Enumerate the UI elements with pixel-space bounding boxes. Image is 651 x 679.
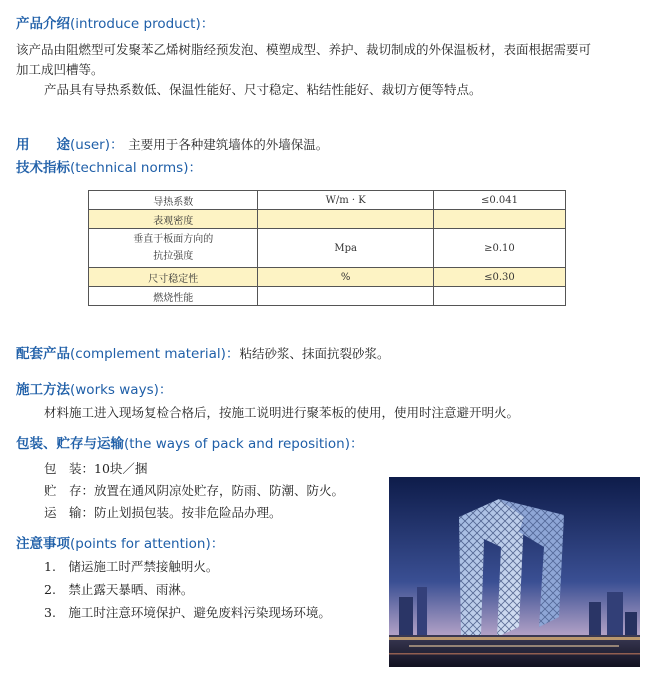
attention-item: 3. 施工时注意环境保护、避免废料污染现场环境。 <box>44 605 331 620</box>
norm-name: 尺寸稳定性 <box>89 268 258 287</box>
norm-value <box>433 210 565 229</box>
table-row <box>89 210 566 229</box>
attention-item: 2. 禁止露天暴晒、雨淋。 <box>44 582 194 597</box>
table-row <box>89 287 566 306</box>
norms-heading <box>16 156 202 176</box>
norm-value: ≤0.30 <box>433 268 565 287</box>
complement-text: 粘结砂浆、抹面抗裂砂浆。 <box>239 346 390 361</box>
attention-item: 1. 储运施工时严禁接触明火。 <box>44 559 219 574</box>
intro-line-3: 产品具有导热系数低、保温性能好、尺寸稳定、粘结性能好、裁切方便等特点。 <box>44 82 482 97</box>
table-row <box>89 229 566 268</box>
works-heading-cn: 施工方法 <box>16 382 70 398</box>
norm-unit: % <box>258 268 434 287</box>
pack-item: 包 装：10块／捆 <box>44 461 148 476</box>
norms-heading-cn: 技术指标 <box>16 160 70 176</box>
building-photo <box>389 477 640 667</box>
intro-heading-cn: 产品介绍 <box>16 16 70 32</box>
norm-unit <box>258 210 434 229</box>
norm-name: 导热系数 <box>89 191 258 210</box>
user-text: 主要用于各种建筑墙体的外墙保温。 <box>128 137 329 152</box>
table-row <box>89 268 566 287</box>
norm-name: 燃烧性能 <box>89 287 258 306</box>
intro-line-1: 该产品由阻燃型可发聚苯乙烯树脂经预发泡、模塑成型、养护、裁切制成的外保温板材，表面根据需要可 <box>16 42 592 57</box>
attention-heading-en: (points for attention)： <box>70 536 225 552</box>
norm-name: 表观密度 <box>89 210 258 229</box>
attention-heading-cn: 注意事项 <box>16 536 70 552</box>
works-heading <box>16 378 172 398</box>
norm-value <box>433 287 565 306</box>
intro-heading <box>16 12 214 32</box>
norm-value: ≤0.041 <box>433 191 565 210</box>
norm-unit <box>258 287 434 306</box>
pack-item: 贮 存：放置在通风阴凉处贮存，防雨、防潮、防火。 <box>44 483 345 498</box>
user-heading-en: (user)： <box>70 137 124 153</box>
table-row <box>89 191 566 210</box>
norms-heading-en: (technical norms)： <box>70 160 202 176</box>
complement-heading-cn: 配套产品 <box>16 346 70 362</box>
norm-name-line-2: 抗拉强度 <box>153 251 194 262</box>
technical-norms-table <box>88 190 566 306</box>
norm-unit: W/m · K <box>258 191 434 210</box>
building-photo-illustration <box>389 477 640 667</box>
pack-item: 运 输：防止划损包装。按非危险品办理。 <box>44 505 282 520</box>
intro-line-2: 加工成凹槽等。 <box>16 62 104 77</box>
complement-heading <box>16 342 389 362</box>
works-text: 材料施工进入现场复检合格后，按施工说明进行聚苯板的使用，使用时注意避开明火。 <box>44 405 520 420</box>
norm-unit: Mpa <box>258 229 434 268</box>
complement-heading-en: (complement material)： <box>70 346 240 362</box>
norm-value: ≥0.10 <box>433 229 565 268</box>
pack-heading-en: (the ways of pack and reposition)： <box>124 436 364 452</box>
works-heading-en: (works ways)： <box>70 382 173 398</box>
attention-heading <box>16 532 224 552</box>
user-heading <box>16 133 328 153</box>
pack-heading <box>16 432 364 452</box>
user-heading-cn: 用 途 <box>16 137 70 153</box>
pack-heading-cn: 包装、贮存与运输 <box>16 436 124 452</box>
intro-heading-en: (introduce product)： <box>70 16 215 32</box>
norm-name <box>89 229 258 268</box>
norm-name-line-1: 垂直于板面方向的 <box>133 234 214 245</box>
